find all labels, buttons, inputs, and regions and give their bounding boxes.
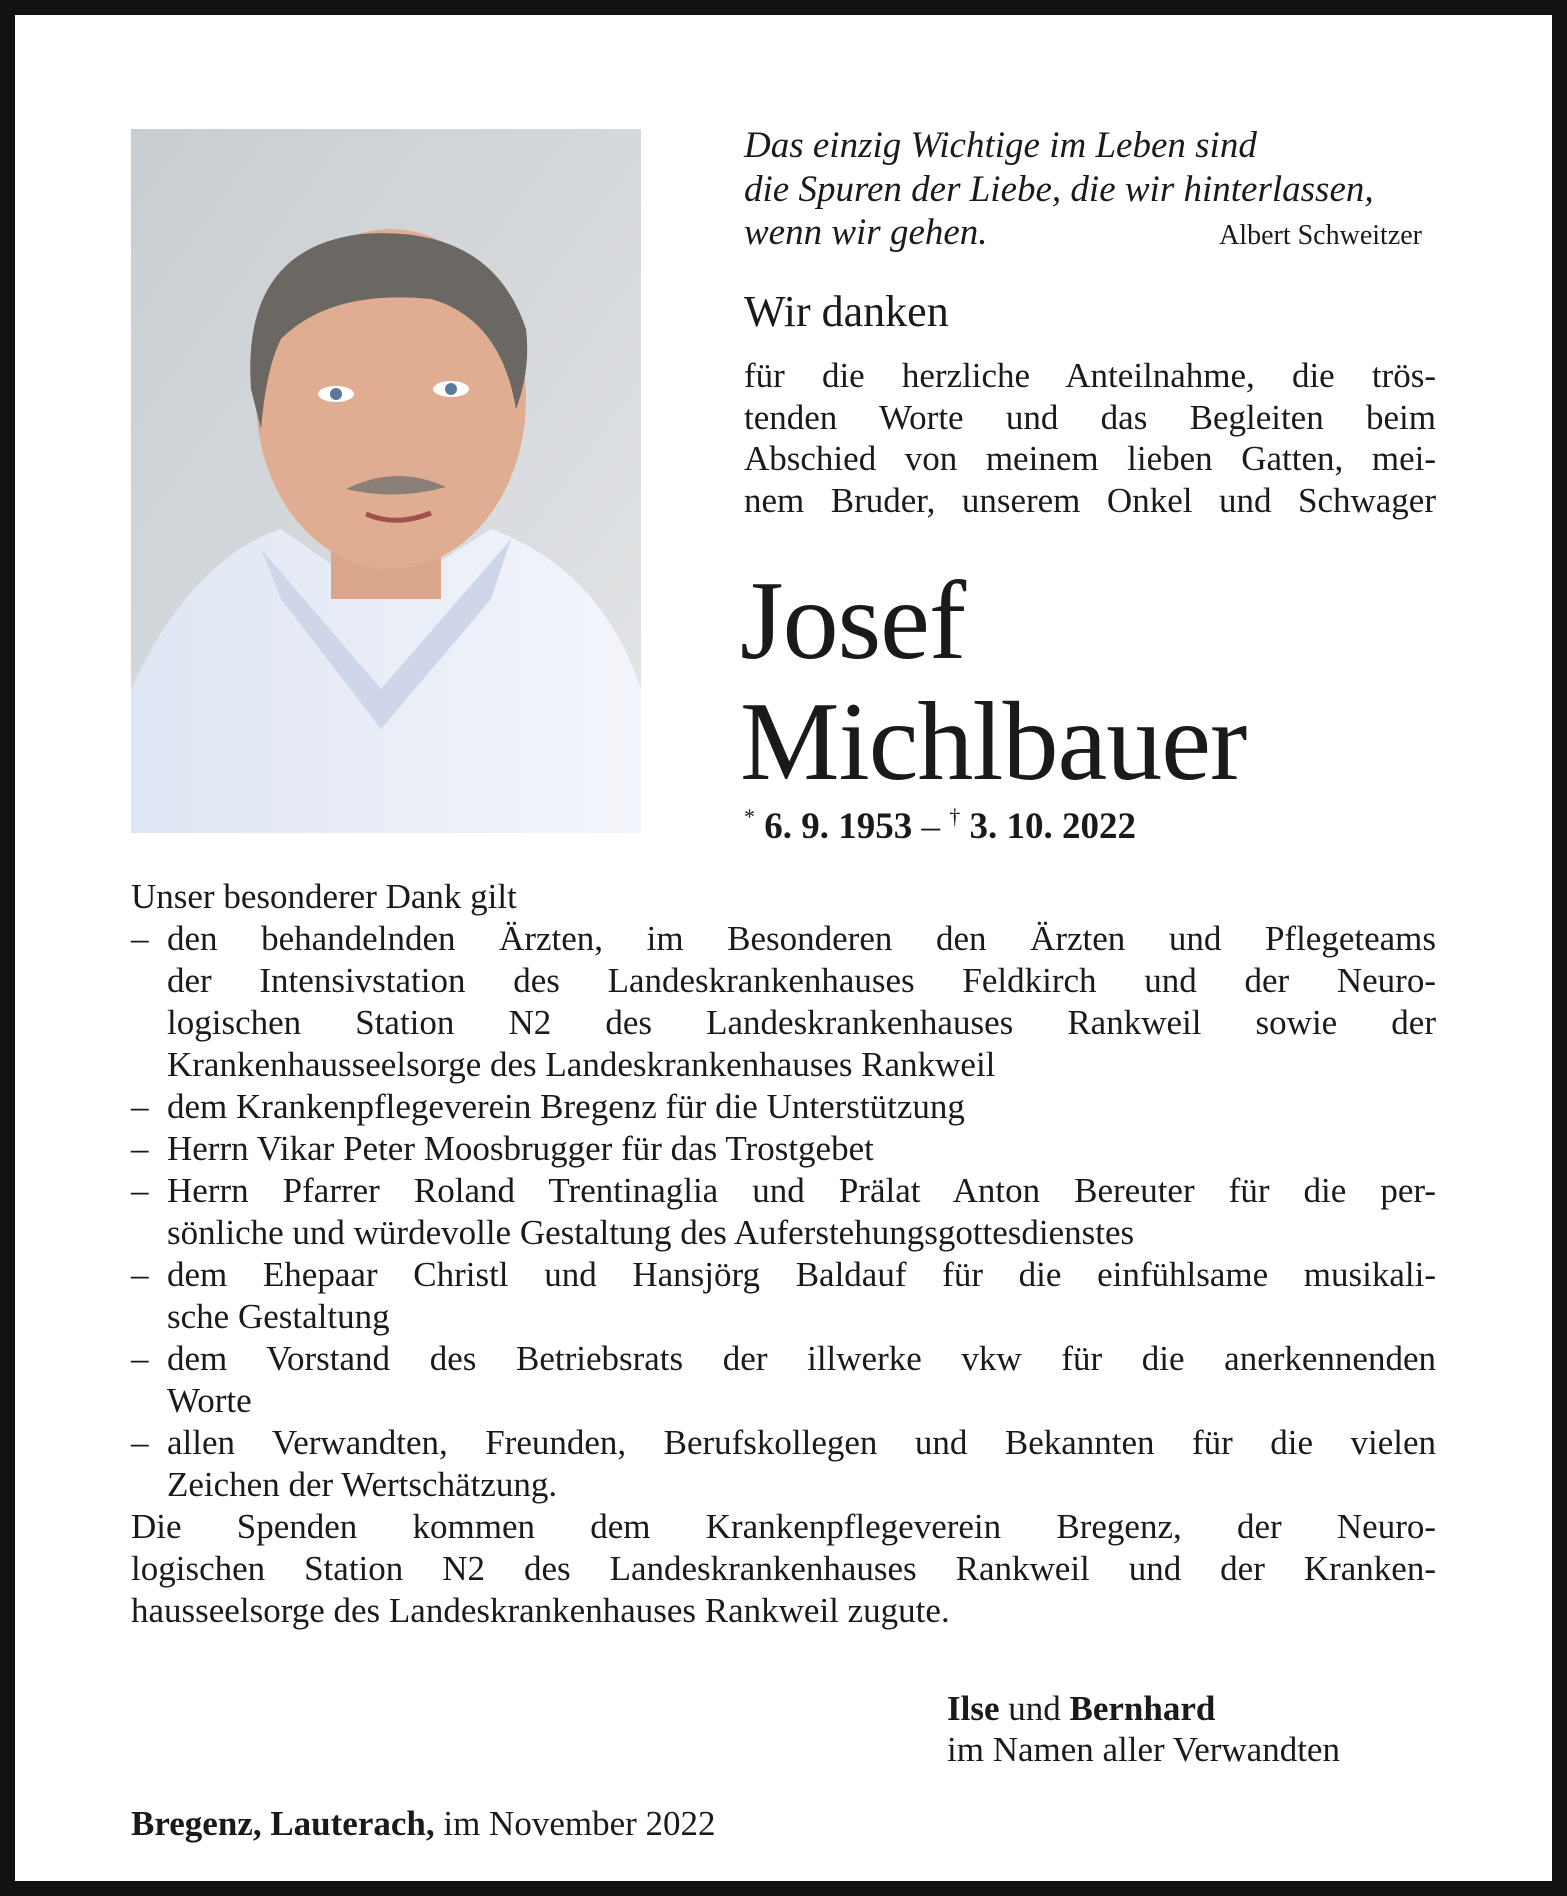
intro-text [744, 355, 1436, 522]
list-item-line: Krankenhausseelsorge des Landeskrankenhauses Rankweil [167, 1045, 996, 1084]
death-date: 3. 10. 2022 [969, 806, 1136, 847]
list-item [131, 1086, 1436, 1128]
list-item-line: logischen Station N2 des Landeskrankenhauses Rankweil sowie der [167, 1003, 1436, 1042]
quote-line: die Spuren der Liebe, die wir hinterlassen, [744, 168, 1374, 210]
thanks-intro: Unser besonderer Dank gilt [131, 877, 517, 916]
date-separator: – [921, 806, 940, 847]
first-name: Josef [740, 559, 966, 683]
last-name: Michlbauer [740, 680, 1247, 804]
list-item [131, 918, 1436, 1086]
dash-bullet: – [131, 1255, 149, 1294]
list-item-line: Worte [167, 1381, 252, 1420]
death-symbol: † [949, 804, 961, 829]
list-item-line: dem Ehepaar Christl und Hansjörg Baldauf für die einfühlsame musikali- [167, 1255, 1436, 1294]
quote-line: wenn wir gehen. [744, 212, 988, 253]
list-item [131, 1128, 1436, 1170]
footer [131, 1804, 716, 1844]
list-item-line: dem Vorstand des Betriebsrats der illwerke vkw für die anerkennenden [167, 1339, 1436, 1378]
portrait-photo [131, 129, 641, 833]
intro-line: für die herzliche Anteilnahme, die trös- [744, 356, 1436, 395]
list-item-line: sönliche und würdevolle Gestaltung des Auferstehungsgottesdienstes [167, 1213, 1135, 1252]
donation-line: Die Spenden kommen dem Krankenpflegeverein Bregenz, der Neuro- [131, 1507, 1436, 1546]
dash-bullet: – [131, 1087, 149, 1126]
main-text [131, 876, 1436, 1632]
list-item [131, 1338, 1436, 1422]
life-dates [744, 804, 1136, 848]
dash-bullet: – [131, 1171, 149, 1210]
signer-2: Bernhard [1069, 1689, 1216, 1728]
list-item [131, 1422, 1436, 1506]
intro-line: nem Bruder, unserem Onkel und Schwager [744, 481, 1436, 521]
donation-line: logischen Station N2 des Landeskrankenhauses Rankweil und der Kranken- [131, 1549, 1436, 1588]
quote-line: Das einzig Wichtige im Leben sind [744, 125, 1257, 166]
list-item-line: Zeichen der Wertschätzung. [167, 1465, 558, 1504]
thanks-list [131, 918, 1436, 1506]
dash-bullet: – [131, 1129, 149, 1168]
list-item-line: der Intensivstation des Landeskrankenhauses Feldkirch und der Neuro- [167, 961, 1436, 1000]
list-item-line: Herrn Pfarrer Roland Trentinaglia und Prälat Anton Bereuter für die per- [167, 1171, 1436, 1210]
donation-line: hausseelsorge des Landeskrankenhauses Rankweil zugute. [131, 1591, 950, 1630]
intro-line: tenden Worte und das Begleiten beim [744, 397, 1436, 437]
list-item [131, 1170, 1436, 1254]
birth-symbol: * [744, 804, 755, 829]
signature-and: und [1008, 1689, 1061, 1728]
signer-1: Ilse [947, 1689, 1000, 1728]
list-item-line: sche Gestaltung [167, 1297, 390, 1336]
list-item-line: allen Verwandten, Freunden, Berufskollegen und Bekannten für die vielen [167, 1423, 1436, 1462]
footer-places: Bregenz, Lauterach, [131, 1804, 435, 1843]
dash-bullet: – [131, 1339, 149, 1378]
donation-text [131, 1506, 1436, 1632]
intro-line: Abschied von meinem lieben Gatten, mei- [744, 439, 1436, 479]
dash-bullet: – [131, 1423, 149, 1462]
list-item-line: den behandelnden Ärzten, im Besonderen den Ärzten und Pflegeteams [167, 919, 1436, 958]
list-item [131, 1254, 1436, 1338]
quote-author: Albert Schweitzer [1219, 220, 1422, 251]
list-item-line: Herrn Vikar Peter Moosbrugger für das Trostgebet [167, 1129, 874, 1168]
list-item-line: dem Krankenpflegeverein Bregenz für die Unterstützung [167, 1087, 965, 1126]
footer-date: im November 2022 [443, 1804, 716, 1843]
signature [947, 1688, 1340, 1770]
signature-line: im Namen aller Verwandten [947, 1730, 1340, 1769]
heading: Wir danken [744, 287, 949, 336]
dash-bullet: – [131, 919, 149, 958]
quote [744, 124, 1444, 255]
birth-date: 6. 9. 1953 [764, 806, 913, 847]
